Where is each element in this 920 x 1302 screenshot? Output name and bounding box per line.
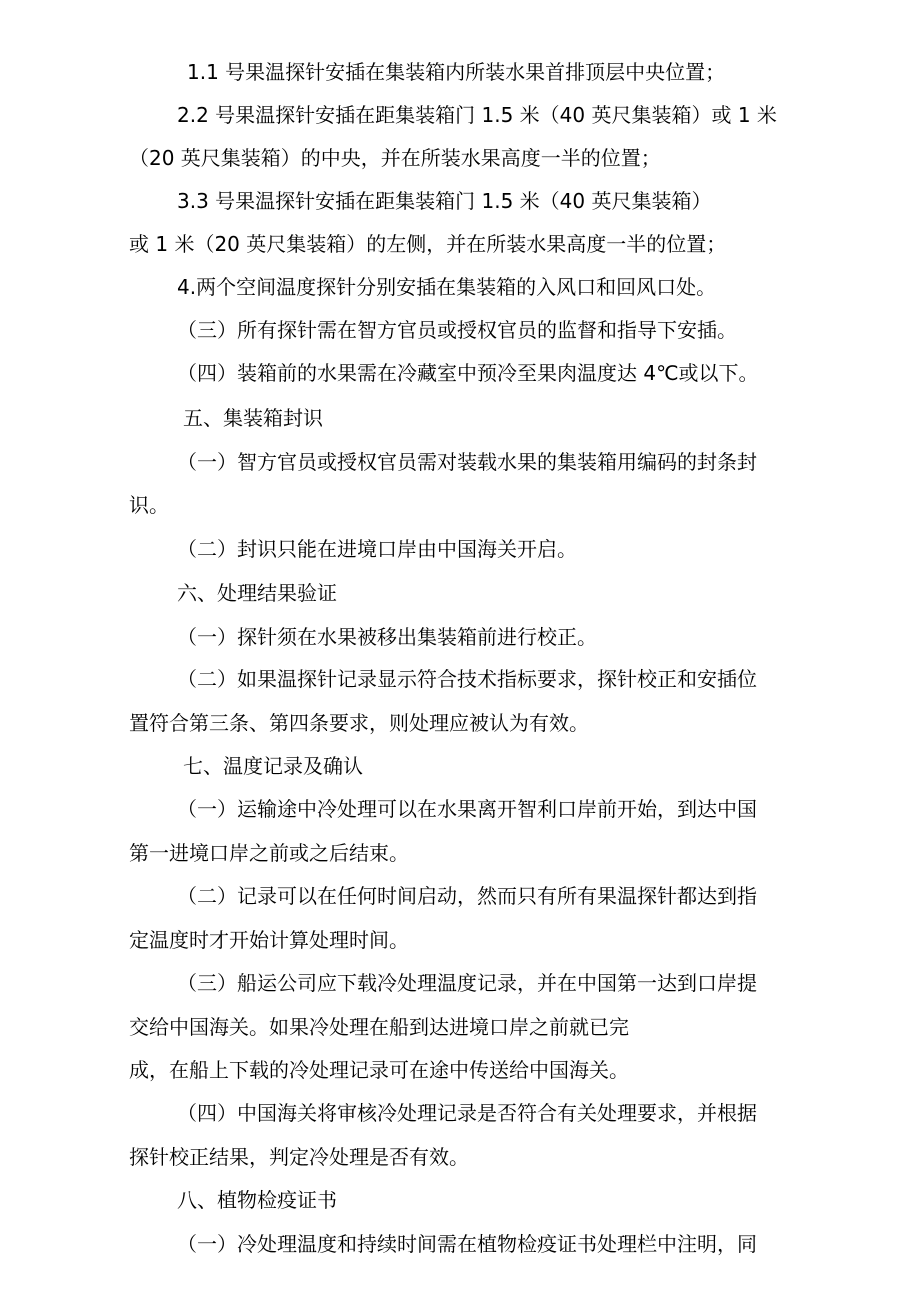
text-line: 识。: [129, 493, 169, 517]
text-line: （四）中国海关将审核冷处理记录是否符合有关处理要求，并根据: [177, 1101, 757, 1125]
text-line: 定温度时才开始计算处理时间。: [129, 928, 409, 952]
text-line: （一）冷处理温度和持续时间需在植物检疫证书处理栏中注明，同: [177, 1232, 757, 1256]
text-line: 成，在船上下载的冷处理记录可在途中传送给中国海关。: [129, 1058, 629, 1082]
text-line: 4.两个空间温度探针分别安插在集装箱的入风口和回风口处。: [177, 275, 717, 299]
text-line: （一）智方官员或授权官员需对装载水果的集装箱用编码的封条封: [177, 450, 757, 474]
text-line: （一）探针须在水果被移出集装箱前进行校正。: [177, 625, 597, 649]
text-line: （二）如果温探针记录显示符合技术指标要求，探针校正和安插位: [177, 667, 757, 691]
text-line: 探针校正结果，判定冷处理是否有效。: [129, 1145, 469, 1169]
section-heading: 七、温度记录及确认: [183, 754, 363, 778]
text-line: 交给中国海关。如果冷处理在船到达进境口岸之前就已完: [129, 1015, 629, 1039]
text-line: （二）记录可以在任何时间启动，然而只有所有果温探针都达到指: [177, 884, 757, 908]
section-heading: （三）所有探针需在智方官员或授权官员的监督和指导下安插。: [177, 318, 737, 342]
text-line: （三）船运公司应下载冷处理温度记录，并在中国第一达到口岸提: [177, 971, 757, 995]
text-line: （一）运输途中冷处理可以在水果离开智利口岸前开始，到达中国: [177, 797, 757, 821]
text-line: 或 1 米（20 英尺集装箱）的左侧，并在所装水果高度一半的位置；: [129, 232, 727, 256]
text-line: 1.1 号果温探针安插在集装箱内所装水果首排顶层中央位置；: [187, 60, 726, 84]
text-line: 3.3 号果温探针安插在距集装箱门 1.5 米（40 英尺集装箱）: [177, 189, 712, 213]
section-heading: （四）装箱前的水果需在冷藏室中预冷至果肉温度达 4℃或以下。: [177, 361, 759, 385]
section-heading: 八、植物检疫证书: [177, 1188, 337, 1212]
text-line: 置符合第三条、第四条要求，则处理应被认为有效。: [129, 711, 589, 735]
text-line: （20 英尺集装箱）的中央，并在所装水果高度一半的位置；: [129, 146, 661, 170]
section-heading: 六、处理结果验证: [177, 581, 337, 605]
text-line: （二）封识只能在进境口岸由中国海关开启。: [177, 537, 577, 561]
section-heading: 五、集装箱封识: [183, 406, 323, 430]
text-line: 2.2 号果温探针安插在距集装箱门 1.5 米（40 英尺集装箱）或 1 米: [177, 103, 777, 127]
text-line: 第一进境口岸之前或之后结束。: [129, 841, 409, 865]
